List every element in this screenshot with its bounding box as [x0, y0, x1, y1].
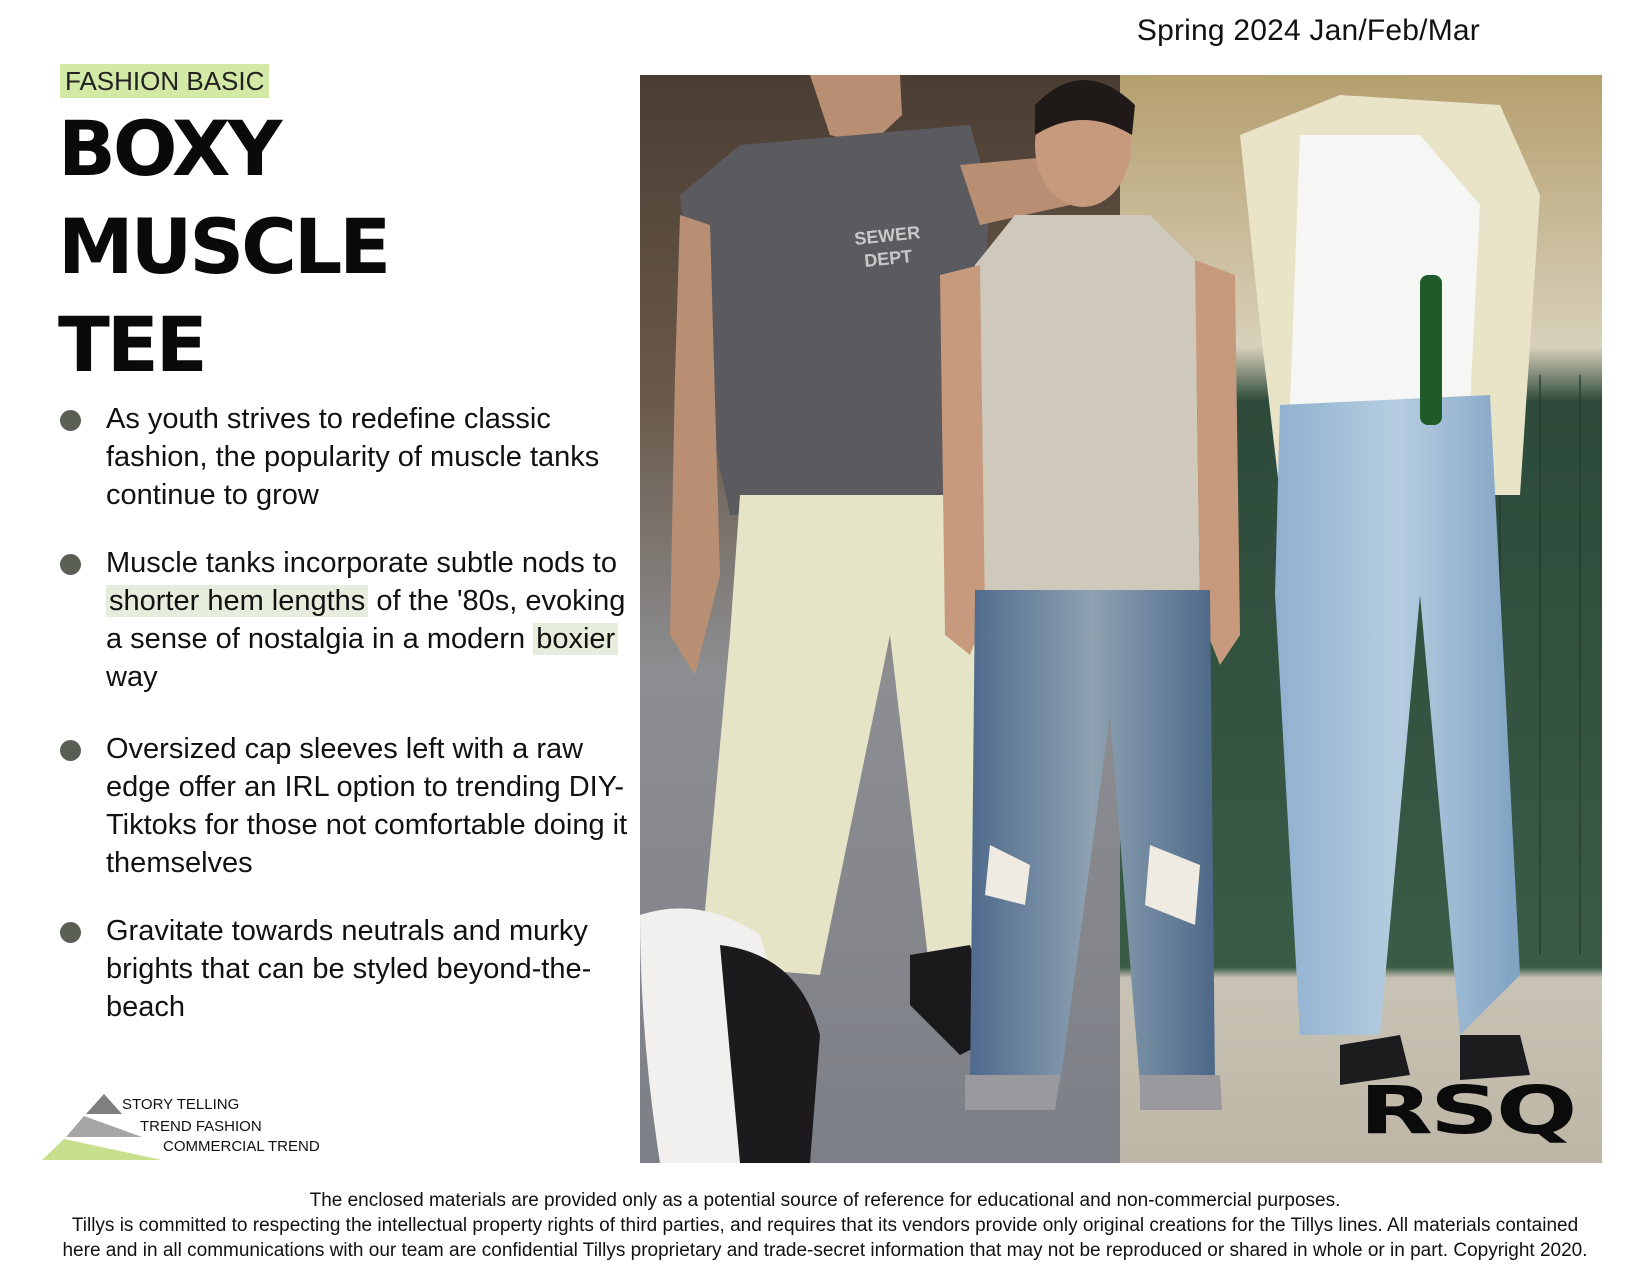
bullet-text: As youth strives to redefine classic fashion, the popularity of muscle tanks continue to grow	[106, 403, 600, 511]
bullet-item	[58, 730, 628, 882]
disclaimer-line-3: here and in all communications with our team are confidential Tillys proprietary and trade-secret information that may not be reproduced or shared in whole or in part. Copyright 2020.	[62, 1240, 1588, 1261]
svg-text:DEPT: DEPT	[863, 246, 914, 271]
trend-pyramid	[42, 1094, 342, 1164]
bullet-text: Gravitate towards neutrals and murky brights that can be styled beyond-the-beach	[106, 915, 592, 1023]
title-line-2: MUSCLE	[58, 202, 389, 291]
pyramid-level-2: TREND FASHION	[140, 1118, 262, 1135]
bullet-item	[58, 544, 628, 696]
highlighted-phrase: boxier	[533, 623, 618, 655]
title-line-3: TEE	[58, 300, 205, 389]
category-tag: FASHION BASIC	[60, 64, 269, 98]
bullet-text-part: of the '80s, evoking a sense of nostalgia in a modern	[106, 585, 626, 655]
disclaimer-line-2: Tillys is committed to respecting the intellectual property rights of third parties, and requires that its vendors provide only original creations for the Tillys lines. All materials contained	[71, 1215, 1579, 1236]
model-photo-collage	[640, 75, 1602, 1163]
svg-text:SEWER: SEWER	[853, 222, 922, 249]
bullet-dot-icon	[60, 922, 81, 943]
season-label: Spring 2024 Jan/Feb/Mar	[1136, 14, 1480, 47]
highlighted-phrase: shorter hem lengths	[106, 585, 368, 617]
bullet-text-part: way	[106, 661, 158, 693]
bullet-dot-icon	[60, 554, 81, 575]
photo-illustration	[640, 75, 1602, 1163]
bullet-dot-icon	[60, 410, 81, 431]
pyramid-level-1: STORY TELLING	[122, 1096, 240, 1113]
pyramid-level-3: COMMERCIAL TREND	[163, 1138, 320, 1155]
disclaimer-footer	[0, 1188, 1650, 1263]
bullet-text: Oversized cap sleeves left with a raw edge offer an IRL option to trending DIY-Tiktoks for those not comfortable doing it themselves	[106, 733, 628, 879]
bullet-item	[58, 912, 628, 1026]
page-title	[58, 100, 388, 394]
bullet-dot-icon	[60, 740, 81, 761]
brand-logo: RSQ	[1358, 1072, 1574, 1149]
bullet-item	[58, 400, 628, 514]
title-line-1: BOXY	[58, 104, 280, 193]
bullet-list	[58, 400, 628, 1056]
disclaimer-line-1: The enclosed materials are provided only as a potential source of reference for educational and non-commercial purposes.	[309, 1190, 1341, 1211]
bullet-text-part: Muscle tanks incorporate subtle nods to	[106, 547, 617, 579]
